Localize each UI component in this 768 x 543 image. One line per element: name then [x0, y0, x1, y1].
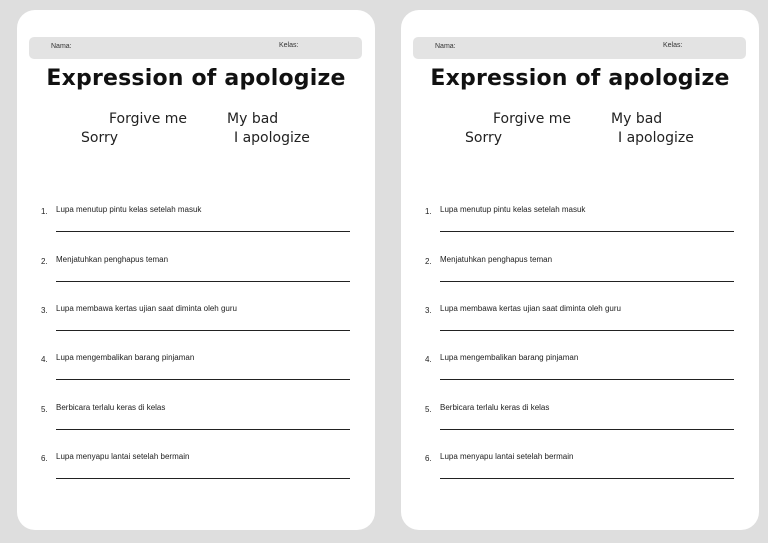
question-item: [425, 205, 735, 235]
question-number: 2.: [425, 257, 432, 266]
kelas-label: Kelas:: [279, 42, 299, 49]
answer-line[interactable]: [440, 231, 734, 232]
question-item: [425, 255, 735, 285]
question-number: 3.: [425, 306, 432, 315]
phrase-i-apologize: I apologize: [234, 130, 310, 146]
answer-line[interactable]: [56, 478, 350, 479]
phrase-i-apologize: I apologize: [618, 130, 694, 146]
answer-line[interactable]: [440, 429, 734, 430]
question-number: 2.: [41, 257, 48, 266]
question-number: 5.: [425, 405, 432, 414]
question-text: Lupa membawa kertas ujian saat diminta oleh guru: [440, 304, 621, 313]
question-item: [425, 452, 735, 482]
phrase-sorry: Sorry: [81, 130, 119, 146]
question-item: [425, 353, 735, 383]
answer-line[interactable]: [440, 330, 734, 331]
question-item: [41, 353, 351, 383]
question-item: [425, 403, 735, 433]
question-item: [41, 403, 351, 433]
answer-line[interactable]: [440, 281, 734, 282]
kelas-label: Kelas:: [663, 42, 683, 49]
question-number: 5.: [41, 405, 48, 414]
question-number: 1.: [41, 207, 48, 216]
answer-line[interactable]: [56, 231, 350, 232]
phrase-my-bad: My bad: [611, 111, 663, 127]
answer-line[interactable]: [56, 429, 350, 430]
question-number: 4.: [41, 355, 48, 364]
nama-label: Nama:: [51, 43, 72, 50]
question-item: [41, 452, 351, 482]
answer-line[interactable]: [56, 330, 350, 331]
question-text: Berbicara terlalu keras di kelas: [56, 403, 166, 412]
question-text: Lupa membawa kertas ujian saat diminta oleh guru: [56, 304, 237, 313]
worksheet-left: [17, 10, 375, 530]
question-number: 3.: [41, 306, 48, 315]
question-text: Menjatuhkan penghapus teman: [440, 255, 553, 264]
question-number: 6.: [425, 454, 432, 463]
question-text: Lupa mengembalikan barang pinjaman: [440, 353, 579, 362]
phrase-forgive-me: Forgive me: [109, 111, 188, 127]
worksheet-title: Expression of apologize: [430, 66, 730, 91]
question-text: Lupa menyapu lantai setelah bermain: [440, 452, 574, 461]
question-text: Lupa mengembalikan barang pinjaman: [56, 353, 195, 362]
question-item: [425, 304, 735, 334]
answer-line[interactable]: [440, 379, 734, 380]
header-bar: [413, 37, 746, 59]
question-text: Berbicara terlalu keras di kelas: [440, 403, 550, 412]
worksheet-title: Expression of apologize: [46, 66, 346, 91]
answer-line[interactable]: [56, 379, 350, 380]
question-item: [41, 255, 351, 285]
phrase-forgive-me: Forgive me: [493, 111, 572, 127]
question-number: 4.: [425, 355, 432, 364]
question-number: 6.: [41, 454, 48, 463]
question-item: [41, 205, 351, 235]
nama-label: Nama:: [435, 43, 456, 50]
header-bar: [29, 37, 362, 59]
answer-line[interactable]: [440, 478, 734, 479]
worksheet-right: [401, 10, 759, 530]
question-number: 1.: [425, 207, 432, 216]
phrase-sorry: Sorry: [465, 130, 503, 146]
question-text: Lupa menyapu lantai setelah bermain: [56, 452, 190, 461]
question-text: Lupa menutup pintu kelas setelah masuk: [56, 205, 202, 214]
phrase-my-bad: My bad: [227, 111, 279, 127]
question-text: Lupa menutup pintu kelas setelah masuk: [440, 205, 586, 214]
question-text: Menjatuhkan penghapus teman: [56, 255, 169, 264]
question-item: [41, 304, 351, 334]
answer-line[interactable]: [56, 281, 350, 282]
